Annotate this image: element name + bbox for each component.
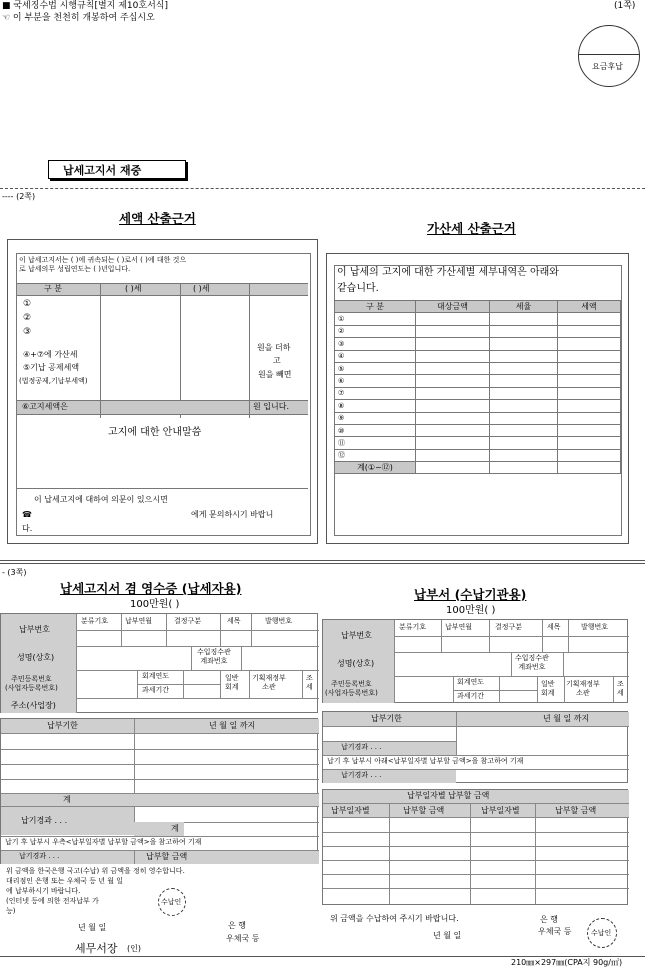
receipt-total: 계 bbox=[63, 795, 71, 804]
payment-revenue-authority: 기획재정부 소관 bbox=[566, 680, 600, 697]
col-tax1: ( )세 bbox=[125, 284, 142, 293]
penalty-col-rate: 세율 bbox=[490, 301, 558, 313]
payment-payno-col-1: 분류기호 bbox=[399, 623, 427, 631]
open-notice: ☜ 이 부분을 천천히 개봉하여 주십시오 bbox=[2, 13, 155, 23]
receipt-info-block bbox=[0, 613, 318, 713]
receipt-stamp bbox=[158, 888, 186, 916]
payment-payno-col-4: 세목 bbox=[547, 623, 561, 631]
penalty-basis-title: 가산세 산출근거 bbox=[427, 221, 516, 236]
col-category: 구 분 bbox=[44, 284, 62, 293]
penalty-row-10: ⑩ bbox=[335, 424, 416, 436]
receipt-text-4: (인터넷 등에 의한 전자납부 가 bbox=[6, 897, 99, 905]
item-5-note: (법정공제,기납부세액) bbox=[19, 377, 88, 385]
receipt-date: 년 월 일 bbox=[78, 923, 107, 932]
fold-line-2 bbox=[0, 560, 645, 561]
col-tax2: ( )세 bbox=[193, 284, 210, 293]
schedule-col-4: 납부할 금액 bbox=[555, 806, 597, 815]
receipt-amount-block bbox=[0, 718, 318, 864]
payment-general-account: 일반 회계 bbox=[541, 680, 555, 697]
penalty-col-amount: 세액 bbox=[558, 301, 621, 313]
receipt-collection-account: 수입징수관 계좌번호 bbox=[197, 648, 231, 665]
penalty-row-11: ⑪ bbox=[335, 437, 416, 449]
receipt-unit: 100만원( ) bbox=[130, 599, 180, 610]
postage-label: 요금후납 bbox=[592, 62, 623, 71]
guide-title: 고지에 대한 안내말씀 bbox=[108, 427, 202, 438]
receipt-amount-due: 납부할 금액 bbox=[146, 852, 188, 861]
receipt-stamp-label: 수납인 bbox=[161, 898, 182, 906]
receipt-payno-col-4: 세목 bbox=[227, 617, 241, 625]
receipt-name-label: 성명(상호) bbox=[17, 653, 55, 662]
payment-payno-col-3: 결정구분 bbox=[495, 623, 523, 631]
payment-id-label: 주민등록번호 (사업자등록번호) bbox=[325, 680, 378, 697]
item-3: ③ bbox=[23, 327, 32, 337]
page-2-label: ---- (2쪽) bbox=[2, 192, 36, 201]
penalty-row-3: ③ bbox=[335, 338, 416, 350]
receipt-id-label: 주민등록번호 (사업자등록번호) bbox=[5, 675, 58, 692]
page-1-label: (1쪽) bbox=[614, 1, 636, 11]
receipt-text-1: 위 금액을 한국은행 국고(수납) 위 금액을 정히 영수합니다. bbox=[6, 867, 185, 875]
payment-payno-label: 납부번호 bbox=[341, 631, 372, 640]
payment-bank: 은 행 bbox=[540, 915, 558, 924]
payment-schedule-block bbox=[322, 789, 628, 905]
penalty-row-8: ⑧ bbox=[335, 400, 416, 412]
receipt-revenue-authority: 기획재정부 소관 bbox=[252, 674, 286, 691]
penalty-row-4: ④ bbox=[335, 350, 416, 362]
add-note: 원을 더하 bbox=[257, 343, 291, 352]
penalty-row-7: ⑦ bbox=[335, 387, 416, 399]
payment-payno-col-5: 발행번호 bbox=[581, 623, 609, 631]
penalty-col-base: 대상금액 bbox=[416, 301, 490, 313]
penalty-row-12: ⑫ bbox=[335, 449, 416, 461]
notice-title-box bbox=[48, 160, 186, 179]
receipt-text-5: 능) bbox=[6, 907, 16, 915]
tax-intro-1: 이 납세고지서는 ( )에 귀속되는 ( )로서 ( )에 대한 것으 bbox=[19, 256, 187, 264]
receipt-general-account: 일반 회계 bbox=[225, 674, 239, 691]
payment-title: 납부서 (수납기관용) bbox=[414, 587, 527, 602]
penalty-row-9: ⑨ bbox=[335, 412, 416, 424]
payment-date: 년 월 일 bbox=[433, 931, 462, 940]
fold-line-1 bbox=[0, 188, 645, 189]
payment-after-due: 납기 후 납부시 아래<납부일자별 납부할 금액>을 참고하여 기재 bbox=[327, 757, 524, 765]
penalty-row-1: ① bbox=[335, 313, 416, 325]
paper-size: 210㎜×297㎜(CPA지 90g/㎡) bbox=[511, 958, 623, 967]
payment-unit: 100만원( ) bbox=[446, 605, 496, 616]
phone-icon: ☎ bbox=[22, 510, 32, 519]
inquiry-2: 에게 문의하시기 바랍니 bbox=[191, 510, 274, 519]
payment-info-block bbox=[322, 619, 628, 703]
schedule-col-1: 납부일자별 bbox=[331, 806, 370, 815]
receipt-payno-col-3: 결정구분 bbox=[174, 617, 202, 625]
receipt-overdue-2: 납기경과 . . . bbox=[19, 852, 60, 860]
receipt-address-label: 주소(사업장) bbox=[11, 701, 56, 710]
payment-collection-account: 수입징수관 계좌번호 bbox=[515, 654, 549, 671]
schedule-title: 납부일자별 납부할 금액 bbox=[407, 791, 490, 800]
payment-due-date: 년 월 일 까지 bbox=[543, 714, 590, 723]
add-note-2: 고 bbox=[273, 356, 281, 365]
receipt-due-label: 납부기한 bbox=[47, 721, 78, 730]
item-2: ② bbox=[23, 313, 32, 323]
payment-stamp-label: 수납인 bbox=[591, 929, 612, 937]
inquiry-1: 이 납세고지에 대하여 의문이 있으시면 bbox=[34, 495, 168, 504]
payment-post: 우체국 등 bbox=[538, 927, 572, 936]
payment-due-block bbox=[322, 711, 628, 783]
receipt-after-due: 납기 후 납부시 우측<납부일자별 납부할 금액>을 참고하여 기재 bbox=[5, 838, 202, 846]
receipt-title: 납세고지서 겸 영수증 (납세자용) bbox=[60, 581, 242, 596]
sub-note: 원을 빼면 bbox=[258, 370, 292, 379]
penalty-col-category: 구 분 bbox=[335, 301, 416, 313]
inquiry-3: 다. bbox=[22, 524, 33, 533]
penalty-intro-1: 이 납세의 고지에 대한 가산세별 세부내역은 아래와 bbox=[337, 267, 559, 278]
payment-tax-col: 조 세 bbox=[617, 680, 624, 697]
receipt-payno-label: 납부번호 bbox=[19, 625, 50, 634]
item-4: ④+⑦에 가산세 bbox=[23, 350, 78, 359]
bottom-line bbox=[0, 956, 645, 957]
penalty-row-5: ⑤ bbox=[335, 362, 416, 374]
postage-stamp bbox=[578, 25, 640, 87]
payment-name-label: 성명(상호) bbox=[337, 659, 375, 668]
tax-intro-2: 로 납세의무 성립연도는 ( )년입니다. bbox=[19, 265, 131, 273]
tax-basis-title: 세액 산출근거 bbox=[119, 211, 196, 226]
item-1: ① bbox=[23, 299, 32, 309]
notice-title: 납세고지서 재중 bbox=[63, 164, 142, 177]
receipt-overdue: 납기경과 . . . bbox=[21, 816, 68, 825]
schedule-col-2: 납부할 금액 bbox=[403, 806, 445, 815]
payment-overdue-2: 납기경과 . . . bbox=[341, 771, 382, 779]
penalty-total-label: 계(①~⑫) bbox=[335, 462, 416, 474]
payment-fiscal-year: 회계연도 bbox=[457, 678, 485, 686]
payment-due-label: 납부기한 bbox=[371, 714, 402, 723]
penalty-row-2: ② bbox=[335, 325, 416, 337]
receipt-text-3: 에 납부하시기 바랍니다. bbox=[6, 887, 81, 895]
receipt-due-date: 년 월 일 까지 bbox=[209, 721, 256, 730]
receipt-payno-col-5: 발행번호 bbox=[265, 617, 293, 625]
penalty-row-6: ⑥ bbox=[335, 375, 416, 387]
schedule-col-3: 납부일자별 bbox=[481, 806, 520, 815]
receipt-subtotal: 계 bbox=[171, 824, 179, 833]
payment-tax-period: 과세기간 bbox=[457, 692, 485, 700]
receipt-fiscal-year: 회계연도 bbox=[142, 672, 170, 680]
receipt-payno-col-2: 납부연월 bbox=[125, 617, 153, 625]
tax-total-label: ⑥고지세액은 bbox=[22, 402, 68, 411]
receipt-text-2: 대리점인 은행 또는 우체국 등 년 월 일 bbox=[6, 877, 124, 885]
payment-payno-col-2: 납부연월 bbox=[445, 623, 473, 631]
legal-basis: ■ 국세징수법 시행규칙[별지 제10호서식] bbox=[2, 1, 168, 11]
payment-stamp bbox=[587, 918, 617, 948]
penalty-table bbox=[334, 300, 621, 474]
receipt-bank: 은 행 bbox=[228, 921, 246, 930]
receipt-payno-col-1: 분류기호 bbox=[81, 617, 109, 625]
receipt-post: 우체국 등 bbox=[226, 934, 260, 943]
tax-total-suffix: 원 입니다. bbox=[253, 402, 289, 411]
receipt-seal: (인) bbox=[127, 944, 141, 953]
payment-overdue: 납기경과 . . . bbox=[341, 743, 382, 751]
payment-request: 위 금액을 수납하여 주시기 바랍니다. bbox=[330, 914, 459, 923]
receipt-tax-period: 과세기간 bbox=[142, 686, 170, 694]
receipt-office: 세무서장 bbox=[75, 942, 118, 955]
page-3-label: - (3쪽) bbox=[2, 568, 27, 577]
penalty-intro-2: 같습니다. bbox=[337, 283, 379, 294]
item-5: ⑤기납 공제세액 bbox=[23, 363, 80, 372]
receipt-tax-col: 조 세 bbox=[306, 674, 313, 691]
